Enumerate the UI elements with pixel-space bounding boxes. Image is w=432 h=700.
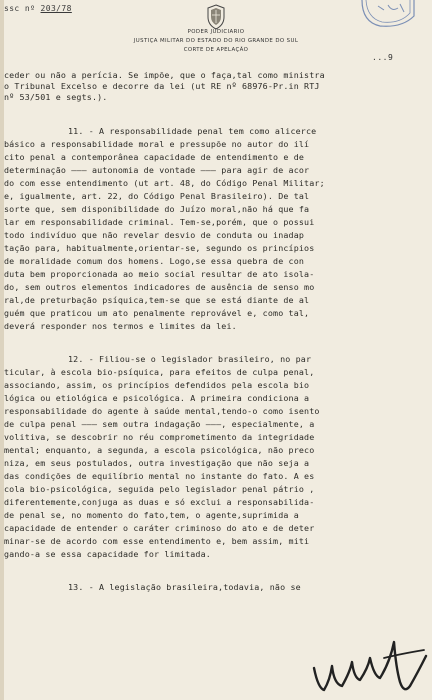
text-line: todo indivíduo que não revelar desvio de conduta ou inadap <box>4 230 305 240</box>
text-line: tação para, habitualmente,orientar-se, segundo os princípios <box>4 243 315 253</box>
text-line: das condições de equilíbrio mental no instante do fato. A es <box>4 471 315 481</box>
text-line: lógica ou etiológica e psicológica. A primeira condiciona a <box>4 393 310 403</box>
page-reference: ...9 <box>372 53 394 62</box>
text-line: guém que praticou um ato penalmente reprovável e, como tal, <box>4 308 310 318</box>
text-line: determinação ——— autonomia de vontade ——— para agir de acor <box>4 165 310 175</box>
text-line: cito penal a contemporânea capacidade de entendimento e de <box>4 152 305 162</box>
text-line: nº 53/501 e segts.). <box>4 92 108 102</box>
text-line: gando-a se essa capacidade for limitada. <box>4 549 211 559</box>
text-line: cola bio-psicológica, seguida pelo legislador penal pátrio , <box>4 484 315 494</box>
text-line: capacidade de entender o caráter criminoso do ato e de deter <box>4 523 315 533</box>
text-line: minar-se de acordo com esse entendimento e, bem assim, miti <box>4 536 310 546</box>
text-line: do, sem outros elementos indicadores de ausência de senso mo <box>4 282 315 292</box>
court-header <box>0 28 432 55</box>
case-number <box>4 4 72 13</box>
paragraph-heading-12: 12. - Filiou-se o legislador brasileiro, no par <box>68 354 312 364</box>
signature-icon <box>300 628 432 700</box>
paragraph-heading-11: 11. - A responsabilidade penal tem como alicerce <box>68 126 317 136</box>
header-line-1: PODER JUDICIARIO <box>187 29 245 35</box>
text-line: do com esse entendimento (ut art. 48, do Código Penal Militar; <box>4 178 325 188</box>
text-line: niza, em seus postulados, outra investigação que não seja a <box>4 458 310 468</box>
text-line: responsabilidade do agente à saúde mental,tendo-o como isento <box>4 406 320 416</box>
text-line: de culpa penal ——— sem outra indagação ———, especialmente, a <box>4 419 315 429</box>
text-line: de moralidade comum dos homens. Logo,se essa quebra de con <box>4 256 305 266</box>
text-line: ceder ou não a perícia. Se impõe, que o faça,tal como ministra <box>4 70 325 80</box>
text-line: o Tribunal Excelso e decorre da lei (ut RE nº 68976-Pr.in RTJ <box>4 81 320 91</box>
page-binding-edge <box>0 0 4 700</box>
text-line: lar em responsabilidade criminal. Tem-se,porém, que o possui <box>4 217 315 227</box>
header-line-2: JUSTIÇA MILITAR DO ESTADO DO RIO GRANDE DO SUL <box>133 38 299 44</box>
text-line: mental; enquanto, a segunda, a escola psicológica, não preco <box>4 445 315 455</box>
text-line: deverá responder nos termos e limites da lei. <box>4 321 237 331</box>
text-line: ticular, à escola bio-psíquica, para efeitos de culpa penal, <box>4 367 315 377</box>
text-line: de penal se, no momento do fato,tem, o agente,suprimida a <box>4 510 299 520</box>
text-line: sorte que, sem disponibilidade do Juízo moral,não há que fa <box>4 204 310 214</box>
text-line: ral,de preturbação psíquica,tem-se que se está diante de al <box>4 295 310 305</box>
text-line: volitiva, se descobrir no réu comprometimento da integridade <box>4 432 315 442</box>
paragraph-heading-13: 13. - A legislação brasileira,todavia, não se <box>68 582 301 592</box>
text-line: básico a responsabilidade moral e pressupõe no autor do ilí <box>4 139 310 149</box>
coat-of-arms-icon <box>206 4 226 30</box>
text-line: diferentemente,conjuga as duas e só exclui a responsabilida- <box>4 497 315 507</box>
text-line: e, igualmente, art. 22, do Código Penal Brasileiro). De tal <box>4 191 310 201</box>
text-line: associando, assim, os princípios defendidos pela escola bio <box>4 380 310 390</box>
text-line: duta bem proporcionada ao meio social resultar de ato isola- <box>4 269 315 279</box>
stamp-icon <box>358 0 418 28</box>
header-line-3: CORTE DE APELAÇÃO <box>183 47 249 53</box>
case-number-value: 203/78 <box>40 4 72 13</box>
case-number-prefix: ssc nº <box>4 4 36 13</box>
